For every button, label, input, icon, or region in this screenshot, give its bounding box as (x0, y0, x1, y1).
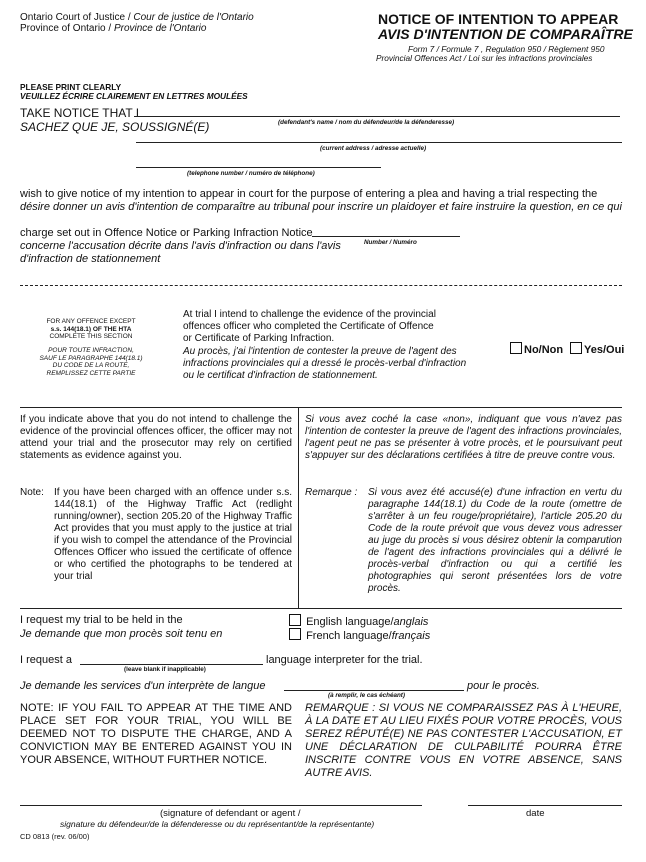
no-checkbox[interactable] (510, 342, 522, 354)
wish-text-en: wish to give notice of my intention to appear in court for the purpose of entering a plea and having a trial respecting the (20, 188, 598, 200)
address-field[interactable] (136, 142, 622, 143)
note-label-fr: Remarque : (305, 487, 358, 498)
language-request-en: I request my trial to be held in the (20, 614, 183, 626)
charge-text-fr1: concerne l'accusation décrite dans l'avis d'infraction ou dans l'avis (20, 240, 341, 252)
interpreter-language-field-en[interactable] (80, 664, 263, 665)
section-divider (20, 407, 622, 408)
challenge-text-fr: Au procès, j'ai l'intention de contester la preuve de l'agent des infractions provinciales qui a dressé le procès-verbal d'infraction ou le certificat d'infraction de stationnement. (183, 346, 467, 381)
date-field[interactable] (468, 805, 622, 806)
signature-caption-en: (signature of defendant or agent / (160, 808, 301, 819)
date-caption: date (526, 808, 545, 819)
court-name: Ontario Court of Justice / Cour de justice de l'Ontario (20, 12, 254, 23)
challenge-text-en: At trial I intend to challenge the evidence of the provincial offences officer who completed the Certificate of Offence or Certificate of Parking Infraction. (183, 309, 436, 344)
name-caption: (defendant's name / nom du défendeur/de la défenderesse) (278, 119, 455, 126)
french-checkbox[interactable] (289, 628, 301, 640)
challenge-no-option[interactable]: No/Non (510, 342, 563, 357)
print-instruction-fr: VEUILLEZ ÉCRIRE CLAIREMENT EN LETTRES MOULÉES (20, 91, 248, 101)
print-instruction-en: PLEASE PRINT CLEARLY (20, 82, 122, 92)
form-code: CD 0813 (rev. 06/00) (20, 832, 90, 841)
form-title-en: NOTICE OF INTENTION TO APPEAR (378, 11, 619, 27)
yes-checkbox[interactable] (570, 342, 582, 354)
telephone-caption: (telephone number / numéro de téléphone) (187, 170, 315, 177)
warning-en: NOTE: IF YOU FAIL TO APPEAR AT THE TIME AND PLACE SET FOR YOUR TRIAL, YOU WILL BE DEEMED NOT TO DISPUTE THE CHARGE, AND A CONVICTION MAY BE ENTERED AGAINST YOU IN YOUR ABSENCE, WITHOUT FURTHER NOTICE. (20, 702, 292, 766)
charge-text-fr2: d'infraction de stationnement (20, 253, 161, 265)
form-reference: Form 7 / Formule 7 , Regulation 950 / Règlement 950 (408, 44, 605, 54)
interpreter-language-field-fr[interactable] (284, 690, 464, 691)
challenge-condition-en: FOR ANY OFFENCE EXCEPT s.s. 144(18.1) OF THE HTA COMPLETE THIS SECTION (46, 318, 136, 341)
info-paragraph-en: If you indicate above that you do not intend to challenge the evidence of the provincial offences officer, the officer may not attend your trial and the prosecutor may rely on certified statements as evidence against you. (20, 414, 292, 461)
act-reference: Provincial Offences Act / Loi sur les infractions provinciales (376, 53, 593, 63)
signature-caption-fr: signature du défendeur/de la défenderesse ou du représentant/de la représentante) (60, 819, 375, 829)
telephone-field[interactable] (136, 167, 381, 168)
interpreter-request-en: I request a (20, 654, 72, 666)
interpreter-suffix-en: language interpreter for the trial. (266, 654, 423, 666)
defendant-name-field[interactable] (134, 116, 620, 117)
province-name: Province of Ontario / Province de l'Ontario (20, 23, 207, 34)
form-title-fr: AVIS D'INTENTION DE COMPARAÎTRE (378, 26, 633, 42)
note-text-en: If you have been charged with an offence under s.s. 144(18.1) of the Highway Traffic Act (redlight running/owner), section 205.20 of the Highway Traffic Act provides that you must apply to the justice at trial if you wish to compel the attendance of the Provincial Offences Officer who issued the certificate of offence or who certified the photographs to be tendered at your trial (54, 487, 292, 582)
info-paragraph-fr: Si vous avez coché la case «non», indiquant que vous n'avez pas l'intention de contester la preuve de l'agent des infractions provinciales, l'agent peut ne pas se présenter à votre procès, et le poursuivant peut s'appuyer sur des déclarations certifiées à titre de preuve contre vous. (305, 414, 622, 461)
take-notice-fr: SACHEZ QUE JE, SOUSSIGNÉ(E) (20, 120, 210, 134)
french-option[interactable]: French language/français (289, 628, 430, 643)
english-checkbox[interactable] (289, 614, 301, 626)
wish-text-fr: désire donner un avis d'intention de comparaître au tribunal pour inscrire un plaidoyer et faire instruire la question, en ce qui (20, 201, 622, 213)
interpreter-request-fr: Je demande les services d'un interprète de langue (20, 680, 266, 692)
note-text-fr: Si vous avez été accusé(e) d'une infraction en vertu du paragraphe 144(18.1) du Code de la route (omettre de s'arrêter à un feu rouge/propriétaire), l'article 205.20 du Code de la route prévoit que vous devez vous adresser au juge du procès si vous désirez obtenir la comparution de l'agent des infractions provinciales qui a délivré le procès-verbal d'infraction ou qui a certifié les photographies qui seront présentées lors de votre procès. (368, 487, 622, 594)
address-caption: (current address / adresse actuelle) (320, 145, 427, 152)
challenge-yes-option[interactable]: Yes/Oui (570, 342, 624, 357)
dashed-separator (20, 285, 622, 286)
note-label-en: Note: (20, 487, 44, 498)
warning-fr: REMARQUE : SI VOUS NE COMPARAISSEZ PAS À L'HEURE, À LA DATE ET AU LIEU FIXÉS POUR VOTRE PROCÈS, VOUS SEREZ RÉPUTÉ(E) NE PAS CONTESTER L'ACCUSATION, ET UNE DÉCLARATION DE CULPABILITÉ POURRA ÊTRE INSCRITE CONTRE VOUS EN VOTRE ABSENCE, SANS AUTRE AVIS. (305, 702, 622, 779)
take-notice-en: TAKE NOTICE THAT I (20, 106, 140, 120)
language-request-fr: Je demande que mon procès soit tenu en (20, 628, 223, 640)
notice-number-field[interactable] (312, 236, 460, 237)
number-caption: Number / Numéro (364, 239, 417, 246)
leave-blank-caption: (leave blank if inapplicable) (124, 666, 206, 673)
interpreter-suffix-fr: pour le procès. (467, 680, 540, 692)
english-option[interactable]: English language/anglais (289, 614, 428, 629)
section-divider-2 (20, 608, 622, 609)
signature-field[interactable] (20, 805, 422, 806)
column-divider (298, 408, 299, 608)
fill-caption: (à remplir, le cas échéant) (328, 692, 405, 699)
challenge-condition-fr: POUR TOUTE INFRACTION, SAUF LE PARAGRAPHE 144(18.1) DU CODE DE LA ROUTE, REMPLISSEZ CETTE PARTIE (39, 347, 143, 377)
charge-text-en: charge set out in Offence Notice or Parking Infraction Notice (20, 227, 313, 239)
